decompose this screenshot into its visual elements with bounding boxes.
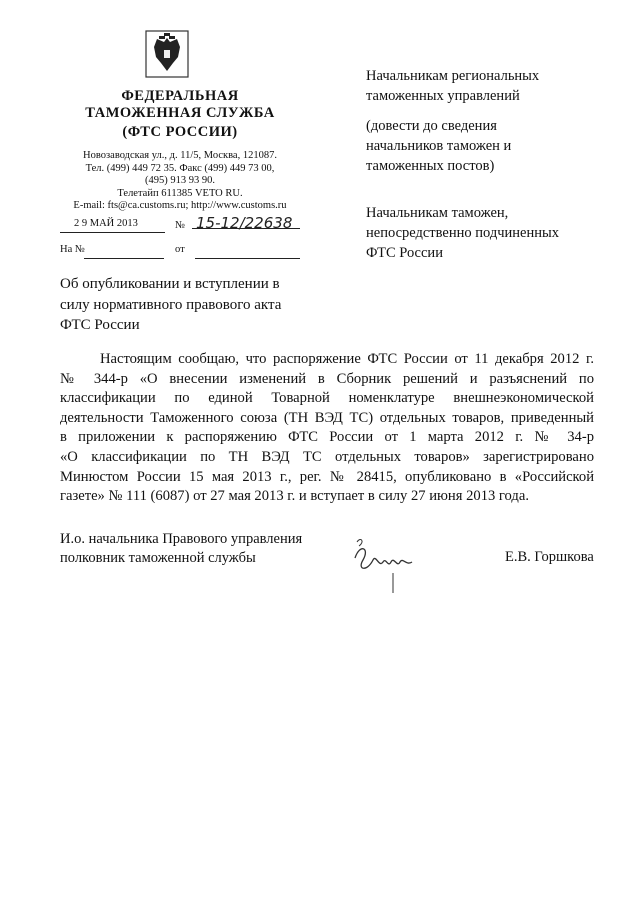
phone-line: (495) 913 93 90.: [145, 175, 215, 186]
signatory-name: Е.В. Горшкова: [505, 549, 594, 565]
body-line: Минюстом России 15 мая 2013 г., рег. № 28415, опубликовано в «Российской: [60, 468, 594, 485]
addressee-line: (довести до сведения: [366, 118, 497, 134]
handwritten-signature: [345, 528, 425, 598]
body-line: газете» № 111 (6087) от 27 мая 2013 г. и вступает в силу 27 июня 2013 года.: [60, 488, 529, 505]
addressee-line: таможенных управлений: [366, 88, 520, 104]
addressee-line: Начальникам таможен,: [366, 205, 509, 221]
signatory-title: [60, 530, 302, 568]
addressee-regional: [366, 66, 539, 106]
body-line: классификации по единой Товарной номенклатуре внешнеэкономической: [60, 390, 594, 407]
body-line: Настоящим сообщаю, что распоряжение ФТС России от 11 декабря 2012 г.: [100, 351, 594, 367]
outgoing-number: 15-12/22638: [196, 214, 293, 232]
from-label: от: [175, 244, 185, 255]
addressee-line: ФТС России: [366, 245, 443, 261]
date-field: [60, 218, 165, 233]
addressee-note: [366, 116, 511, 176]
phone-line: Тел. (499) 449 72 35. Факс (499) 449 73 00,: [85, 162, 275, 174]
addressee-line: начальников таможен и: [366, 138, 512, 154]
addressee-customs: [366, 203, 559, 263]
body-line: № 344-р «О внесении изменений в Сборник решений и разъяснений по: [60, 370, 594, 387]
addressee-line: Начальникам региональных: [366, 68, 540, 84]
number-field: [192, 214, 300, 232]
ref-date-field: [195, 244, 300, 259]
org-name-line2: ТАМОЖЕННАЯ СЛУЖБА: [85, 105, 275, 121]
signatory-rank: полковник таможенной службы: [60, 550, 256, 566]
coat-of-arms-emblem: [145, 30, 189, 78]
number-label: №: [175, 220, 186, 231]
sender-address: [55, 150, 305, 213]
subject: [60, 274, 281, 336]
date-stamp: 2 9 МАЙ 2013: [74, 218, 138, 229]
letter-body: [60, 350, 594, 507]
org-name-line1: ФЕДЕРАЛЬНАЯ: [121, 88, 239, 104]
subject-line: силу нормативного правового акта: [60, 296, 282, 313]
body-line: «О классификации по ТН ВЭД ТС отдельных товаров» зарегистрировано: [60, 448, 594, 465]
addressee-line: непосредственно подчиненных: [366, 225, 559, 241]
email-line: E-mail: fts@ca.customs.ru; http://www.customs.ru: [73, 200, 287, 211]
subject-line: ФТС России: [60, 317, 140, 333]
address-line: Новозаводская ул., д. 11/5, Москва, 121087.: [83, 150, 277, 161]
body-line: деятельности Таможенного союза (ТН ВЭД ТС) отдельных товаров, приведенный: [60, 409, 594, 426]
addressee-line: таможенных постов): [366, 158, 495, 174]
subject-line: Об опубликовании и вступлении в: [60, 276, 280, 292]
ref-label: На №: [60, 244, 85, 255]
ref-number-field: [84, 244, 164, 259]
signatory-position: И.о. начальника Правового управления: [60, 531, 303, 547]
body-line: в приложении к распоряжению ФТС России от 1 марта 2012 г. № 34-р: [60, 429, 594, 446]
org-name-line3: (ФТС РОССИИ): [122, 124, 238, 140]
teletype-line: Телетайп 611385 VETO RU.: [117, 187, 243, 199]
